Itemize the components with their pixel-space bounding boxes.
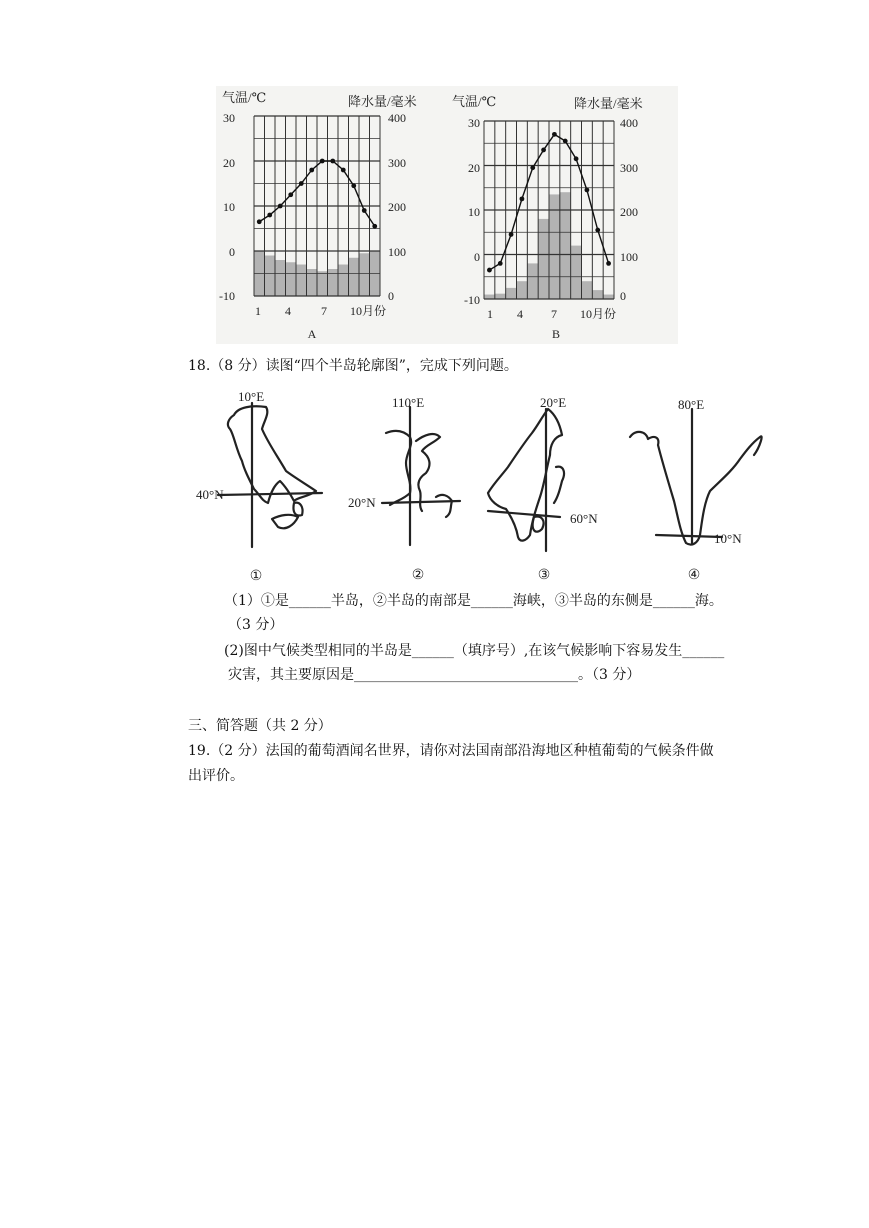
- chart-a-precip-bar: [296, 265, 307, 297]
- map-4-india: [630, 409, 762, 545]
- chart-a-temp-point: [288, 192, 293, 197]
- chart-b-precip-bar: [527, 263, 538, 299]
- map-4-lat-label: 10°N: [714, 531, 742, 546]
- chart-a-temp-point: [278, 204, 283, 209]
- chart-b-temp-tick: 0: [474, 250, 480, 264]
- chart-a-x-tick: 10月份: [349, 304, 387, 318]
- chart-a-precip-bar: [359, 253, 370, 296]
- chart-a-ylabel-left: 气温/℃: [222, 90, 267, 105]
- chart-b-plot: [484, 121, 614, 299]
- chart-a-precip-bar: [349, 258, 360, 296]
- chart-a-temp-tick: -10: [219, 289, 235, 303]
- map-1-number: ①: [249, 569, 263, 584]
- chart-a-temp-tick: 30: [223, 111, 235, 125]
- map-1-lon-label: 10°E: [238, 389, 265, 404]
- chart-a: [219, 90, 417, 341]
- chart-b-temp-point: [606, 261, 611, 266]
- chart-b-temp-tick: 10: [468, 205, 480, 219]
- chart-a-precip-bar: [328, 269, 339, 296]
- chart-a-temp-point: [351, 183, 356, 188]
- chart-b-temp-point: [541, 148, 546, 153]
- chart-b-temp-point: [498, 261, 503, 266]
- chart-b-precip-bar: [517, 281, 528, 299]
- chart-a-ylabel-right: 降水量/毫米: [348, 94, 417, 109]
- chart-a-precip-bar: [265, 256, 276, 297]
- chart-a-temp-tick: 10: [223, 200, 235, 214]
- chart-b-precip-tick: 300: [620, 161, 638, 175]
- peninsula-maps: [190, 385, 780, 585]
- chart-a-x-tick: 1: [255, 304, 261, 318]
- chart-b-precip-tick: 400: [620, 116, 638, 130]
- chart-b-precip-tick: 0: [620, 289, 626, 303]
- map-4-number: ④: [687, 568, 701, 583]
- map-3-parallel: [488, 511, 560, 517]
- chart-a-temp-point: [309, 168, 314, 173]
- chart-b-precip-bar: [560, 192, 571, 299]
- q18-part1-line2: （3 分）: [228, 617, 284, 633]
- section3-heading: 三、简答题（共 2 分）: [188, 718, 332, 734]
- map-2-peninsula: [382, 407, 460, 545]
- chart-b-precip-tick: 100: [620, 250, 638, 264]
- chart-b-precip-tick: 200: [620, 205, 638, 219]
- map-1-lat-label: 40°N: [196, 487, 224, 502]
- map-3-lon-label: 20°E: [540, 395, 567, 410]
- chart-b-x-tick: 10月份: [579, 307, 617, 321]
- q19-line1: 19.（2 分）法国的葡萄酒闻名世界，请你对法国南部沿海地区种植葡萄的气候条件做: [188, 743, 714, 759]
- q18-heading: 18.（8 分）读图“四个半岛轮廓图”，完成下列问题。: [188, 358, 518, 374]
- chart-b-temp-point: [552, 132, 557, 137]
- chart-b-precip-bar: [495, 294, 506, 299]
- chart-a-precip-tick: 300: [388, 156, 406, 170]
- map-3-scandinavia: [488, 409, 564, 551]
- chart-a-temp-point: [341, 168, 346, 173]
- chart-a-temp-tick: 0: [229, 245, 235, 259]
- map-1-coastline: [228, 406, 316, 503]
- chart-b-temp-point: [487, 268, 492, 273]
- map-1-italy: [218, 403, 322, 547]
- chart-b-temp-tick: -10: [464, 293, 480, 307]
- chart-b-precip-bar: [582, 281, 593, 299]
- chart-a-x-tick: 4: [285, 304, 291, 318]
- q18-part2-line1: (2)图中气候类型相同的半岛是______（填序号）,在该气候影响下容易发生______: [224, 643, 725, 659]
- chart-a-precip-tick: 400: [388, 111, 406, 125]
- chart-a-temp-point: [257, 219, 262, 224]
- map-2-lon-label: 110°E: [392, 395, 425, 410]
- chart-b-temp-point: [509, 232, 514, 237]
- map-2-coastline: [386, 431, 452, 517]
- map-1-sardinia: [293, 503, 302, 516]
- chart-b-temp-point: [595, 228, 600, 233]
- q18-part2-line2: 灾害，其主要原因是________________________________。（3 分）: [228, 667, 641, 683]
- chart-b-temp-tick: 30: [468, 116, 480, 130]
- map-3-coastline: [488, 409, 562, 541]
- map-4-lon-label: 80°E: [678, 397, 705, 412]
- chart-b-temp-point: [520, 196, 525, 201]
- chart-b: [452, 94, 643, 341]
- chart-a-temp-tick: 20: [223, 156, 235, 170]
- peninsula-maps-svg: [190, 385, 780, 585]
- chart-b-x-tick: 7: [551, 307, 557, 321]
- chart-a-precip-tick: 100: [388, 245, 406, 259]
- chart-b-x-tick: 1: [487, 307, 493, 321]
- chart-a-temp-point: [320, 159, 325, 164]
- map-1-sicily: [272, 515, 298, 528]
- chart-a-plot: [254, 116, 380, 296]
- chart-a-temp-point: [299, 181, 304, 186]
- map-4-parallel: [656, 535, 722, 537]
- map-2-number: ②: [411, 568, 425, 583]
- q19-line2: 出评价。: [188, 768, 244, 784]
- chart-a-precip-bar: [275, 260, 286, 296]
- chart-b-temp-point: [585, 188, 590, 193]
- chart-a-title: A: [307, 327, 317, 341]
- chart-a-x-tick: 7: [321, 304, 327, 318]
- chart-b-temp-point: [530, 165, 535, 170]
- chart-b-precip-bar: [484, 295, 495, 299]
- map-3-islands: [533, 467, 564, 532]
- chart-b-x-tick: 4: [517, 307, 523, 321]
- chart-a-precip-tick: 200: [388, 200, 406, 214]
- chart-b-temp-point: [563, 139, 568, 144]
- chart-b-precip-bar: [592, 290, 603, 299]
- chart-a-temp-point: [267, 213, 272, 218]
- chart-a-temp-point: [362, 208, 367, 213]
- chart-b-temp-point: [574, 156, 579, 161]
- chart-a-precip-bar: [338, 265, 349, 297]
- map-4-coastline: [630, 432, 762, 545]
- climate-charts-svg: [216, 86, 678, 344]
- map-3-lat-label: 60°N: [570, 511, 598, 526]
- climate-charts-figure: [216, 86, 678, 344]
- q18-part1-line1: （1）①是______半岛，②半岛的南部是______海峡，③半岛的东侧是______海。: [224, 593, 723, 609]
- chart-b-precip-bar: [506, 288, 517, 299]
- chart-b-temp-tick: 20: [468, 161, 480, 175]
- chart-a-precip-bar: [317, 271, 328, 296]
- chart-b-precip-bar: [538, 219, 549, 299]
- chart-b-precip-bar: [603, 295, 614, 299]
- chart-b-ylabel-left: 气温/℃: [452, 94, 497, 109]
- chart-a-temp-point: [330, 159, 335, 164]
- chart-b-ylabel-right: 降水量/毫米: [574, 96, 643, 111]
- chart-b-precip-bar: [571, 246, 582, 299]
- chart-a-precip-bar: [307, 269, 318, 296]
- chart-b-title: B: [551, 327, 561, 341]
- chart-a-temp-point: [372, 224, 377, 229]
- map-3-number: ③: [537, 568, 551, 583]
- chart-a-precip-tick: 0: [388, 289, 394, 303]
- chart-a-precip-bar: [286, 262, 297, 296]
- map-2-lat-label: 20°N: [348, 495, 376, 510]
